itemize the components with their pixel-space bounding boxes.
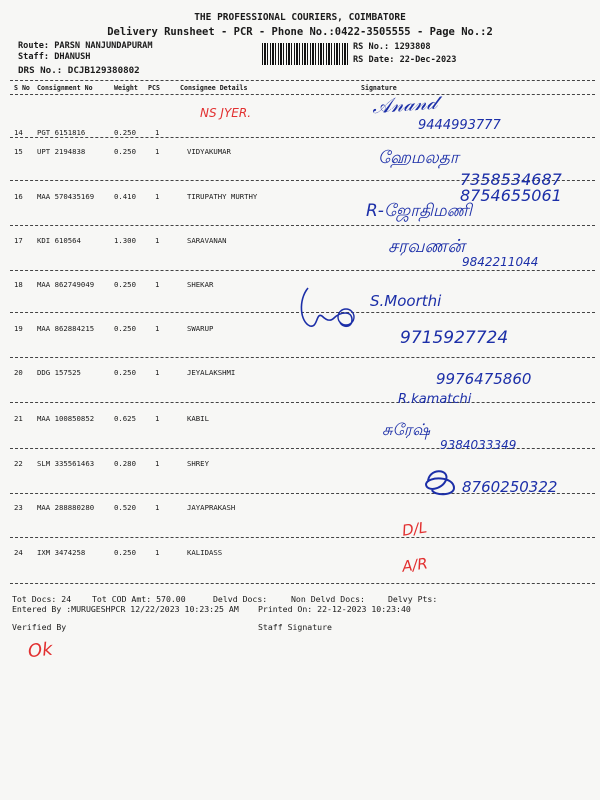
row-rule xyxy=(10,225,595,226)
signature: ஹேமலதா xyxy=(378,148,459,168)
row-rule xyxy=(10,402,595,403)
consignment-no: DDG 157525 xyxy=(37,368,81,377)
consignee: KABIL xyxy=(187,414,209,423)
pcs: 1 xyxy=(155,128,160,137)
consignment-no: SLM 335561463 xyxy=(37,459,95,468)
pcs: 1 xyxy=(155,459,160,468)
handwritten-phone: 9842211044 xyxy=(462,255,539,269)
signature: சுரேஷ் xyxy=(382,420,430,439)
pcs: 1 xyxy=(155,414,160,423)
consignee: JAYAPRAKASH xyxy=(187,503,236,512)
consignment-no: MAA 862749049 xyxy=(37,280,95,289)
weight: 0.250 xyxy=(114,548,136,557)
pcs: 1 xyxy=(155,147,160,156)
consignment-no: UPT 2194838 xyxy=(37,147,86,156)
weight: 0.250 xyxy=(114,324,136,333)
consignee: TIRUPATHY MURTHY xyxy=(187,192,258,201)
weight: 1.300 xyxy=(114,236,136,245)
weight: 0.410 xyxy=(114,192,136,201)
consignee: KALIDASS xyxy=(187,548,223,557)
sno: 16 xyxy=(14,192,23,201)
handwritten-phone: 9715927724 xyxy=(400,328,509,348)
sno: 19 xyxy=(14,324,23,333)
runsheet-title: Delivery Runsheet - PCR - Phone No.:0422-3505555 - Page No.:2 xyxy=(107,26,493,38)
col-consignment: Consignment No xyxy=(37,84,93,92)
col-consignee: Consignee Details xyxy=(180,84,248,92)
handwritten-phone: 8760250322 xyxy=(462,478,558,496)
consignee: SHEKAR xyxy=(187,280,214,289)
delvy-pts: Delvy Pts: xyxy=(388,594,438,604)
consignee: SWARUP xyxy=(187,324,214,333)
signature-scribble xyxy=(420,462,460,502)
printed-on: Printed On: 22-12-2023 10:23:40 xyxy=(258,604,411,614)
company-name: THE PROFESSIONAL COURIERS, COIMBATORE xyxy=(194,12,406,23)
col-sno: S No xyxy=(14,84,30,92)
verified-mark: Ok xyxy=(26,638,54,663)
weight: 0.520 xyxy=(114,503,136,512)
pcs: 1 xyxy=(155,324,160,333)
delivery-mark: A/R xyxy=(400,554,429,576)
handwritten-phone: 9384033349 xyxy=(440,438,517,452)
delivery-mark: D/L xyxy=(400,518,429,540)
weight: 0.250 xyxy=(114,147,136,156)
pcs: 1 xyxy=(155,368,160,377)
handwritten-name: NS JYER. xyxy=(200,106,252,120)
sno: 24 xyxy=(14,548,23,557)
entered-by: Entered By :MURUGESHPCR 12/22/2023 10:23:25 AM xyxy=(12,604,239,614)
staff: Staff: DHANUSH xyxy=(18,52,91,62)
handwritten-name: R.kamatchi xyxy=(398,392,472,407)
col-signature: Signature xyxy=(361,84,397,92)
col-weight: Weight xyxy=(114,84,138,92)
consignee: VIDYAKUMAR xyxy=(187,147,231,156)
handwritten-phone: 7358534687 xyxy=(460,170,562,189)
handwritten-phone: 9444993777 xyxy=(418,118,501,133)
delvd-docs: Delvd Docs: xyxy=(213,594,268,604)
signature: சரவணன் xyxy=(388,236,465,257)
weight: 0.625 xyxy=(114,414,136,423)
header-bottom-rule xyxy=(10,94,595,95)
handwritten-phone: 9976475860 xyxy=(436,370,532,388)
pcs: 1 xyxy=(155,280,160,289)
header-top-rule xyxy=(10,80,595,81)
consignee: SARAVANAN xyxy=(187,236,227,245)
weight: 0.280 xyxy=(114,459,136,468)
consignment-no: MAA 100850852 xyxy=(37,414,95,423)
rs-date: RS Date: 22-Dec-2023 xyxy=(353,55,457,65)
sno: 21 xyxy=(14,414,23,423)
consignment-no: IXM 3474258 xyxy=(37,548,86,557)
signature: 𝒜𝓃𝒶𝓃𝒹 xyxy=(371,89,438,119)
pcs: 1 xyxy=(155,192,160,201)
weight: 0.250 xyxy=(114,368,136,377)
sno: 18 xyxy=(14,280,23,289)
pcs: 1 xyxy=(155,548,160,557)
drs-number: DRS No.: DCJB129380802 xyxy=(18,65,140,76)
row-rule xyxy=(10,357,595,358)
sno: 14 xyxy=(14,128,23,137)
rs-number: RS No.: 1293808 xyxy=(353,42,431,52)
consignee: JEYALAKSHMI xyxy=(187,368,236,377)
pcs: 1 xyxy=(155,236,160,245)
row-rule xyxy=(10,270,595,271)
consignment-no: KDI 610564 xyxy=(37,236,81,245)
sno: 17 xyxy=(14,236,23,245)
tot-docs: Tot Docs: 24 xyxy=(12,594,72,604)
pcs: 1 xyxy=(155,503,160,512)
tot-cod-amt: Tot COD Amt: 570.00 xyxy=(92,594,186,604)
sno: 23 xyxy=(14,503,23,512)
consignment-no: MAA 862884215 xyxy=(37,324,95,333)
col-pcs: PCS xyxy=(148,84,160,92)
barcode xyxy=(262,43,348,65)
route: Route: PARSN NANJUNDAPURAM xyxy=(18,41,153,51)
weight: 0.250 xyxy=(114,128,136,137)
sno: 20 xyxy=(14,368,23,377)
consignment-no: MAA 288880280 xyxy=(37,503,95,512)
row-rule xyxy=(10,537,595,538)
weight: 0.250 xyxy=(114,280,136,289)
row-rule xyxy=(10,137,595,138)
handwritten-phone: 8754655061 xyxy=(460,186,562,205)
signature: S.Moorthi xyxy=(370,292,442,310)
signature-scribble xyxy=(296,282,366,342)
consignment-no: MAA 570435169 xyxy=(37,192,95,201)
verified-by: Verified By xyxy=(12,622,67,632)
signature: R-ஜோதிமணி xyxy=(366,201,472,221)
consignment-no: PGT 6151816 xyxy=(37,128,86,137)
sno: 15 xyxy=(14,147,23,156)
row-rule xyxy=(10,583,595,584)
staff-signature: Staff Signature xyxy=(258,622,332,632)
non-delvd-docs: Non Delvd Docs: xyxy=(291,594,365,604)
consignee: SHREY xyxy=(187,459,209,468)
sno: 22 xyxy=(14,459,23,468)
